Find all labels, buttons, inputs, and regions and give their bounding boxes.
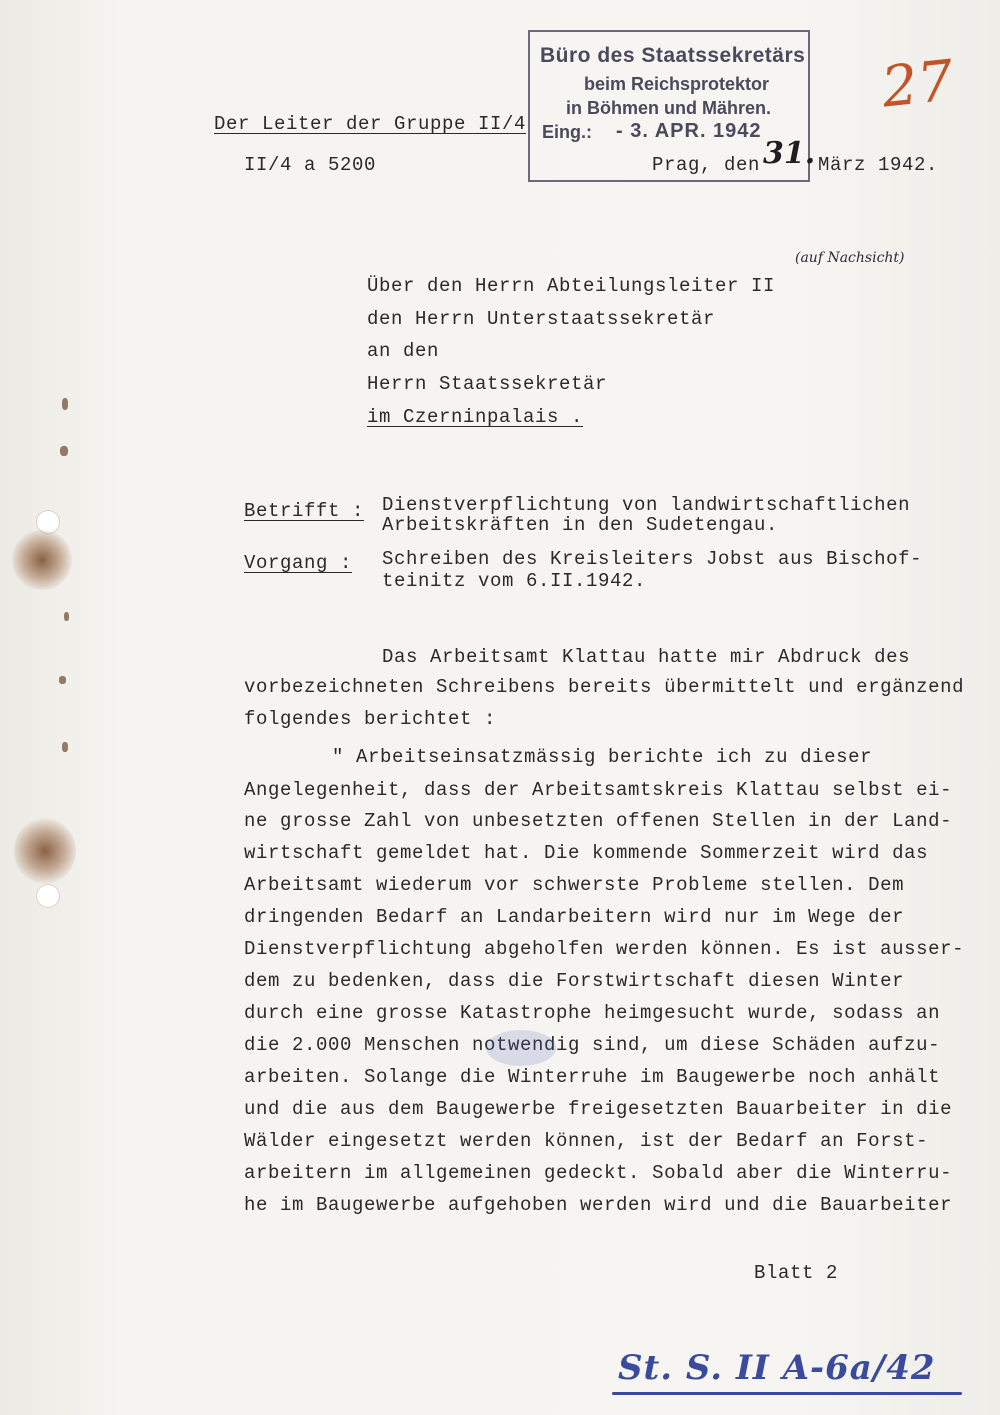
- quote-line: dringenden Bedarf an Landarbeitern wird nur im Wege der: [244, 906, 905, 928]
- handwritten-note: [795, 250, 905, 266]
- address-line-4: Herrn Staatssekretär: [367, 373, 608, 395]
- quote-line: durch eine grosse Katastrophe heimgesucht wurde, sodass an: [244, 1002, 941, 1024]
- address-line-2: den Herrn Unterstaatssekretär: [367, 308, 716, 330]
- archive-signature-underline: [612, 1392, 962, 1395]
- body-intro-line: vorbezeichneten Schreibens bereits übermittelt und ergänzend: [244, 676, 965, 698]
- quote-line: arbeiten. Solange die Winterruhe im Baugewerbe noch anhält: [244, 1066, 941, 1088]
- quote-line: Dienstverpflichtung abgeholfen werden können. Es ist ausser-: [244, 938, 965, 960]
- body-intro-line: folgendes berichtet :: [244, 708, 497, 730]
- quote-line: ne grosse Zahl von unbesetzten offenen Stellen in der Land-: [244, 810, 953, 832]
- quote-line: die 2.000 Menschen notwendig sind, um diese Schäden aufzu-: [244, 1034, 941, 1056]
- quote-line: " Arbeitseinsatzmässig berichte ich zu dieser: [332, 746, 873, 768]
- stamp-line-2: beim Reichsprotektor: [584, 74, 770, 94]
- subject-label: Betrifft :: [244, 500, 365, 522]
- address-line-5: im Czerninpalais .: [367, 406, 584, 428]
- rust-stain-bottom: [14, 818, 76, 884]
- stamp-label: Eing.:: [542, 122, 592, 142]
- place-date-prefix: Prag, den: [652, 154, 761, 176]
- subject-line-2: Arbeitskräften in den Sudetengau.: [382, 514, 779, 536]
- rust-speck: [62, 742, 68, 752]
- date-day-handwritten: 31.: [763, 136, 816, 171]
- quote-line: he im Baugewerbe aufgehoben werden wird und die Bauarbeiter: [244, 1194, 953, 1216]
- rust-speck: [60, 446, 68, 456]
- stamp-line-1: Büro des Staatssekretärs: [540, 44, 806, 67]
- quote-line: Wälder eingesetzt werden können, ist der Bedarf an Forst-: [244, 1130, 929, 1152]
- stamp-date: - 3. APR. 1942: [616, 120, 762, 142]
- address-line-3: an den: [367, 340, 440, 362]
- rust-speck: [62, 398, 68, 410]
- body-intro-line: Das Arbeitsamt Klattau hatte mir Abdruck des: [382, 646, 911, 668]
- quote-line: Angelegenheit, dass der Arbeitsamtskreis Klattau selbst ei-: [244, 779, 953, 801]
- file-number: II/4 a 5200: [244, 154, 377, 176]
- subject-line-1: Dienstverpflichtung von landwirtschaftlichen: [382, 494, 911, 516]
- folio-number: 27: [878, 48, 957, 121]
- next-page-marker: Blatt 2: [754, 1262, 839, 1284]
- quote-line: Arbeitsamt wiederum vor schwerste Probleme stellen. Dem: [244, 874, 905, 896]
- quote-line: dem zu bedenken, dass die Forstwirtschaft diesen Winter: [244, 970, 905, 992]
- reference-label: Vorgang :: [244, 552, 353, 574]
- punch-hole-bottom: [36, 884, 60, 908]
- group-head: Der Leiter der Gruppe II/4: [214, 113, 527, 135]
- reference-line-2: teinitz vom 6.II.1942.: [382, 570, 647, 592]
- stamp-line-3: in Böhmen und Mähren.: [566, 98, 771, 118]
- quote-line: wirtschaft gemeldet hat. Die kommende Sommerzeit wird das: [244, 842, 929, 864]
- handwritten-note-text: (auf Nachsicht): [795, 250, 905, 266]
- date-month-year: März 1942.: [818, 154, 939, 176]
- quote-line: und die aus dem Baugewerbe freigesetzten Bauarbeiter in die: [244, 1098, 953, 1120]
- faint-blue-stamp: [486, 1030, 556, 1066]
- rust-speck: [64, 612, 69, 621]
- archive-signature: St. S. II A-6a/42: [618, 1348, 936, 1388]
- rust-speck: [59, 676, 66, 684]
- reference-line-1: Schreiben des Kreisleiters Jobst aus Bischof-: [382, 548, 923, 570]
- quote-line: arbeitern im allgemeinen gedeckt. Sobald aber die Winterru-: [244, 1162, 953, 1184]
- address-line-1: Über den Herrn Abteilungsleiter II: [367, 275, 776, 297]
- rust-stain-top: [12, 530, 72, 590]
